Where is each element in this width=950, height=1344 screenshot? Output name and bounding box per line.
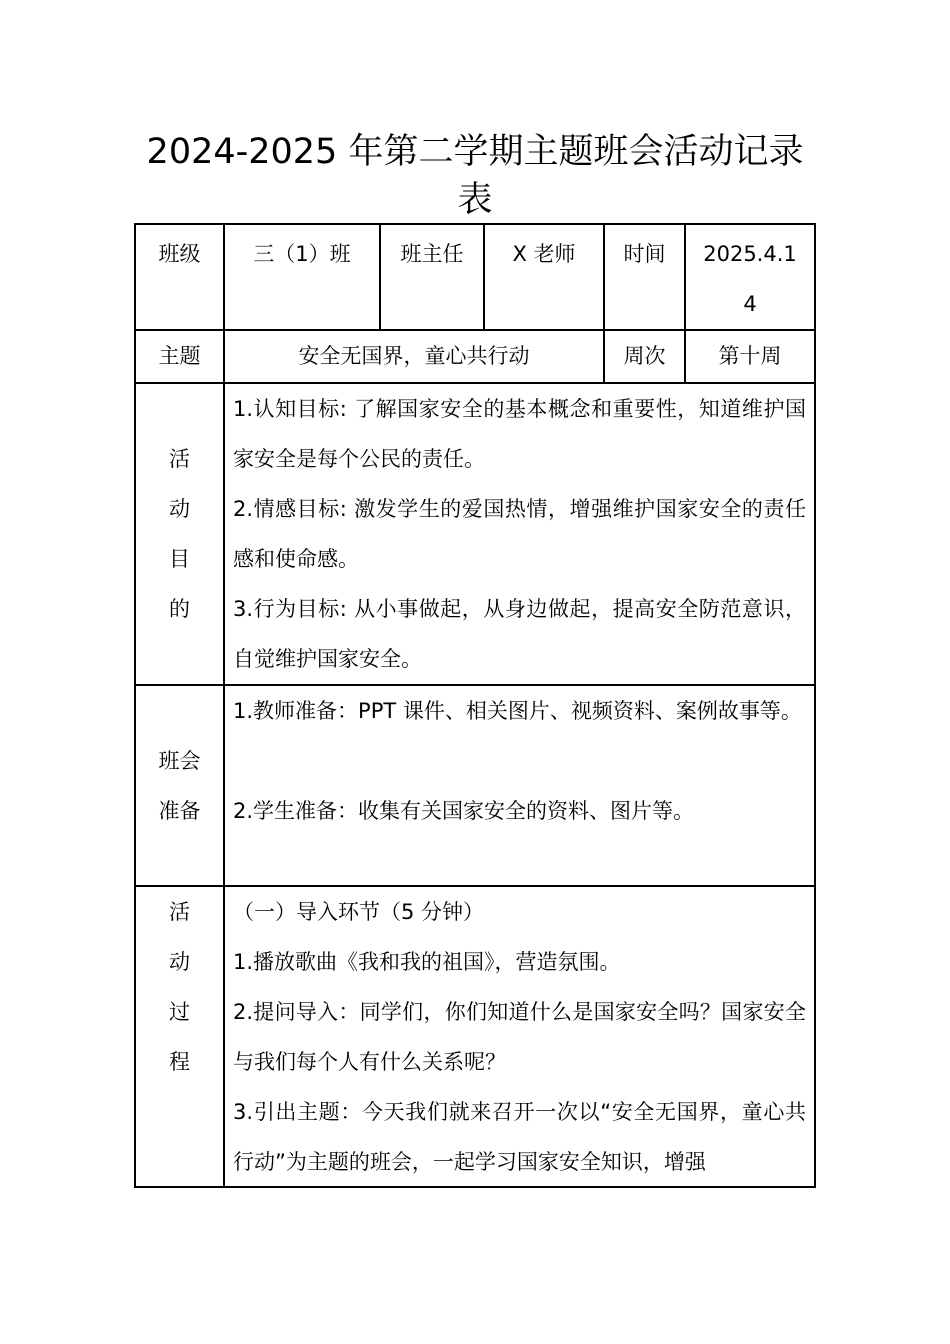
time-value — [686, 225, 814, 329]
class-label-cell — [135, 224, 224, 330]
week-value-cell — [685, 330, 815, 383]
teacher-label-cell — [380, 224, 484, 330]
teacher-value-cell — [484, 224, 604, 330]
process-label — [136, 887, 223, 1087]
preparation-label — [136, 736, 223, 836]
week-label: 周次 — [623, 344, 666, 368]
preparation-item: 1.教师准备：PPT 课件、相关图片、视频资料、案例故事等。 — [233, 699, 802, 723]
purpose-item: 1.认知目标: 了解国家安全的基本概念和重要性，知道维护国家安全是每个公民的责任。 — [233, 397, 806, 471]
purpose-label — [136, 434, 223, 634]
process-content — [225, 887, 814, 1186]
header-row — [135, 224, 815, 330]
class-label: 班级 — [158, 242, 201, 266]
preparation-label-line: 班会 — [158, 748, 201, 773]
teacher-value: X 老师 — [512, 242, 576, 266]
process-item: 1.播放歌曲《我和我的祖国》，营造氛围。 — [233, 950, 621, 974]
purpose-item: 2.情感目标: 激发学生的爱国热情，增强维护国家安全的责任感和使命感。 — [233, 497, 806, 571]
process-label-char: 活 — [169, 900, 190, 924]
topic-label: 主题 — [158, 344, 201, 368]
purpose-label-char: 的 — [169, 597, 190, 621]
preparation-label-cell — [135, 685, 224, 886]
process-item: 2.提问导入：同学们，你们知道什么是国家安全吗？国家安全与我们每个人有什么关系呢？ — [233, 1000, 806, 1074]
process-label-cell — [135, 886, 224, 1187]
process-label-char: 动 — [169, 950, 190, 974]
preparation-content — [225, 686, 814, 836]
record-table — [134, 223, 816, 1188]
preparation-item: 2.学生准备：收集有关国家安全的资料、图片等。 — [233, 799, 695, 823]
time-value-line1: 2025.4.1 — [703, 242, 797, 266]
topic-value-cell — [224, 330, 604, 383]
process-item: （一）导入环节（5 分钟） — [233, 900, 485, 924]
process-item: 3.引出主题：今天我们就来召开一次以“安全无国界，童心共行动”为主题的班会，一起学习国家安全知识，增强 — [233, 1100, 806, 1174]
preparation-row — [135, 685, 815, 886]
purpose-label-char: 动 — [169, 497, 190, 521]
preparation-content-cell — [224, 685, 815, 886]
teacher-label: 班主任 — [400, 242, 464, 266]
purpose-content-cell — [224, 383, 815, 685]
time-label: 时间 — [623, 242, 666, 266]
topic-value: 安全无国界，童心共行动 — [298, 344, 530, 368]
purpose-label-cell — [135, 383, 224, 685]
process-label-char: 过 — [169, 1000, 190, 1024]
process-content-cell — [224, 886, 815, 1187]
topic-row — [135, 330, 815, 383]
week-label-cell — [604, 330, 685, 383]
process-label-char: 程 — [169, 1050, 190, 1074]
class-value-cell — [224, 224, 380, 330]
process-row — [135, 886, 815, 1187]
week-value: 第十周 — [718, 344, 782, 368]
purpose-content — [225, 384, 814, 684]
time-value-cell — [685, 224, 815, 330]
purpose-item: 3.行为目标: 从小事做起，从身边做起，提高安全防范意识，自觉维护国家安全。 — [233, 597, 806, 671]
topic-label-cell — [135, 330, 224, 383]
page-title: 2024-2025 年第二学期主题班会活动记录表 — [146, 132, 804, 220]
time-label-cell — [604, 224, 685, 330]
preparation-spacer — [233, 736, 806, 786]
purpose-label-char: 活 — [169, 447, 190, 471]
purpose-label-char: 目 — [169, 547, 190, 571]
preparation-label-line: 准备 — [158, 798, 201, 823]
class-value: 三（1）班 — [253, 242, 351, 266]
time-value-line2: 4 — [743, 292, 757, 316]
purpose-row — [135, 383, 815, 685]
